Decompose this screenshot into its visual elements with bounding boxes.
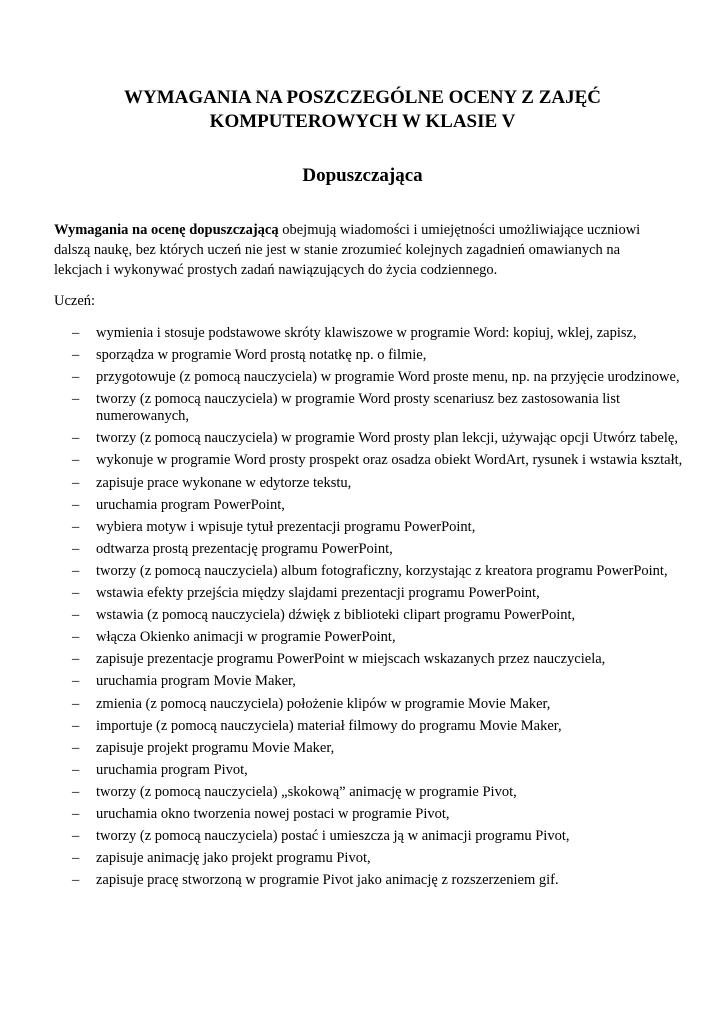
list-item-text: zapisuje prezentacje programu PowerPoint w miejscach wskazanych przez nauczyciela, (96, 651, 606, 668)
list-item (54, 762, 684, 779)
list-bullet: – (72, 585, 80, 602)
list-item-text: tworzy (z pomocą nauczyciela) „skokową” animację w programie Pivot, (96, 783, 517, 800)
list-item-text: zapisuje projekt programu Movie Maker, (96, 739, 335, 756)
list-item (54, 541, 684, 558)
list-item (54, 850, 684, 867)
list-bullet: – (72, 496, 80, 513)
list-item (54, 347, 684, 364)
list-bullet: – (72, 629, 80, 646)
student-label: Uczeń: (54, 293, 96, 309)
list-item (54, 784, 684, 801)
list-bullet: – (72, 783, 80, 800)
list-item (54, 452, 684, 469)
list-item (54, 828, 684, 845)
list-item-text: zmienia (z pomocą nauczyciela) położenie klipów w programie Movie Maker, (96, 695, 551, 712)
list-item-text: włącza Okienko animacji w programie PowerPoint, (96, 629, 396, 646)
list-bullet: – (72, 540, 80, 557)
list-bullet: – (72, 391, 80, 408)
list-bullet: – (72, 673, 80, 690)
title-line-1: WYMAGANIA NA POSZCZEGÓLNE OCENY Z ZAJĘĆ (124, 87, 601, 108)
list-bullet: – (72, 562, 80, 579)
list-item-text: tworzy (z pomocą nauczyciela) album fotograficzny, korzystając z kreatora programu PowerPoint, (96, 562, 668, 579)
list-item (54, 369, 684, 386)
list-item-text: uruchamia program Pivot, (96, 761, 248, 778)
list-item (54, 607, 684, 624)
intro-bold-lead: Wymagania na ocenę dopuszczającą (54, 222, 279, 238)
list-bullet: – (72, 805, 80, 822)
list-bullet: – (72, 761, 80, 778)
list-bullet: – (72, 695, 80, 712)
requirements-list (54, 325, 684, 894)
list-item (54, 519, 684, 536)
list-bullet: – (72, 430, 80, 447)
list-item-text: importuje (z pomocą nauczyciela) materiał filmowy do programu Movie Maker, (96, 717, 562, 734)
list-bullet: – (72, 607, 80, 624)
intro-line-1-rest: obejmują wiadomości i umiejętności umożliwiające uczniowi (278, 222, 641, 238)
list-item (54, 696, 684, 713)
list-item-text: uruchamia program Movie Maker, (96, 673, 296, 690)
list-item-text: uruchamia program PowerPoint, (96, 496, 285, 513)
list-item-text: wykonuje w programie Word prosty prospekt oraz osadza obiekt WordArt, rysunek i wstawia kształt, (96, 452, 683, 469)
list-item-text: wybiera motyw i wpisuje tytuł prezentacji programu PowerPoint, (96, 518, 476, 535)
list-item-text: tworzy (z pomocą nauczyciela) w programie Word prosty scenariusz bez zastosowania list numerowanych, (96, 391, 620, 425)
list-item (54, 806, 684, 823)
list-item (54, 740, 684, 757)
list-bullet: – (72, 717, 80, 734)
list-item-text: odtwarza prostą prezentację programu PowerPoint, (96, 540, 393, 557)
document-title (0, 86, 725, 134)
list-bullet: – (72, 347, 80, 364)
list-item-text: zapisuje pracę stworzoną w programie Pivot jako animację z rozszerzeniem gif. (96, 872, 559, 889)
intro-line-1 (54, 220, 674, 240)
list-bullet: – (72, 739, 80, 756)
list-item (54, 325, 684, 342)
list-item-text: wstawia (z pomocą nauczyciela) dźwięk z biblioteki clipart programu PowerPoint, (96, 607, 576, 624)
intro-line-2: dalszą naukę, bez których uczeń nie jest w stanie zrozumieć kolejnych zagadnień omawianych na (54, 242, 621, 258)
list-bullet: – (72, 850, 80, 867)
grade-heading: Dopuszczająca (302, 165, 423, 186)
list-bullet: – (72, 872, 80, 889)
list-item-text: wymienia i stosuje podstawowe skróty klawiszowe w programie Word: kopiuj, wklej, zapisz, (96, 325, 637, 341)
intro-line-3: lekcjach i wykonywać prostych zadań nawiązujących do życia codziennego. (54, 262, 498, 278)
list-item (54, 497, 684, 514)
list-item (54, 430, 684, 447)
list-item (54, 585, 684, 602)
list-bullet: – (72, 474, 80, 491)
list-item (54, 391, 684, 425)
list-bullet: – (72, 651, 80, 668)
list-item (54, 718, 684, 735)
list-bullet: – (72, 369, 80, 386)
list-item-text: uruchamia okno tworzenia nowej postaci w programie Pivot, (96, 805, 450, 822)
list-bullet: – (72, 452, 80, 469)
list-item-text: tworzy (z pomocą nauczyciela) w programie Word prosty plan lekcji, używając opcji Utwórz tabelę, (96, 430, 678, 447)
list-item-text: sporządza w programie Word prostą notatkę np. o filmie, (96, 347, 427, 364)
list-item-text: wstawia efekty przejścia między slajdami prezentacji programu PowerPoint, (96, 585, 540, 602)
list-item (54, 475, 684, 492)
list-item (54, 872, 684, 889)
list-item-text: zapisuje prace wykonane w edytorze tekstu, (96, 474, 352, 491)
list-item (54, 651, 684, 668)
list-bullet: – (72, 828, 80, 845)
list-bullet: – (72, 325, 80, 341)
list-item-text: tworzy (z pomocą nauczyciela) postać i umieszcza ją w animacji programu Pivot, (96, 828, 570, 845)
list-item (54, 563, 684, 580)
list-item-text: przygotowuje (z pomocą nauczyciela) w programie Word proste menu, np. na przyjęcie urodzinowe, (96, 369, 680, 386)
intro-paragraph (54, 220, 674, 280)
title-line-2: KOMPUTEROWYCH W KLASIE V (209, 111, 516, 132)
list-item (54, 629, 684, 646)
list-item-text: zapisuje animację jako projekt programu Pivot, (96, 850, 371, 867)
list-item (54, 673, 684, 690)
list-bullet: – (72, 518, 80, 535)
